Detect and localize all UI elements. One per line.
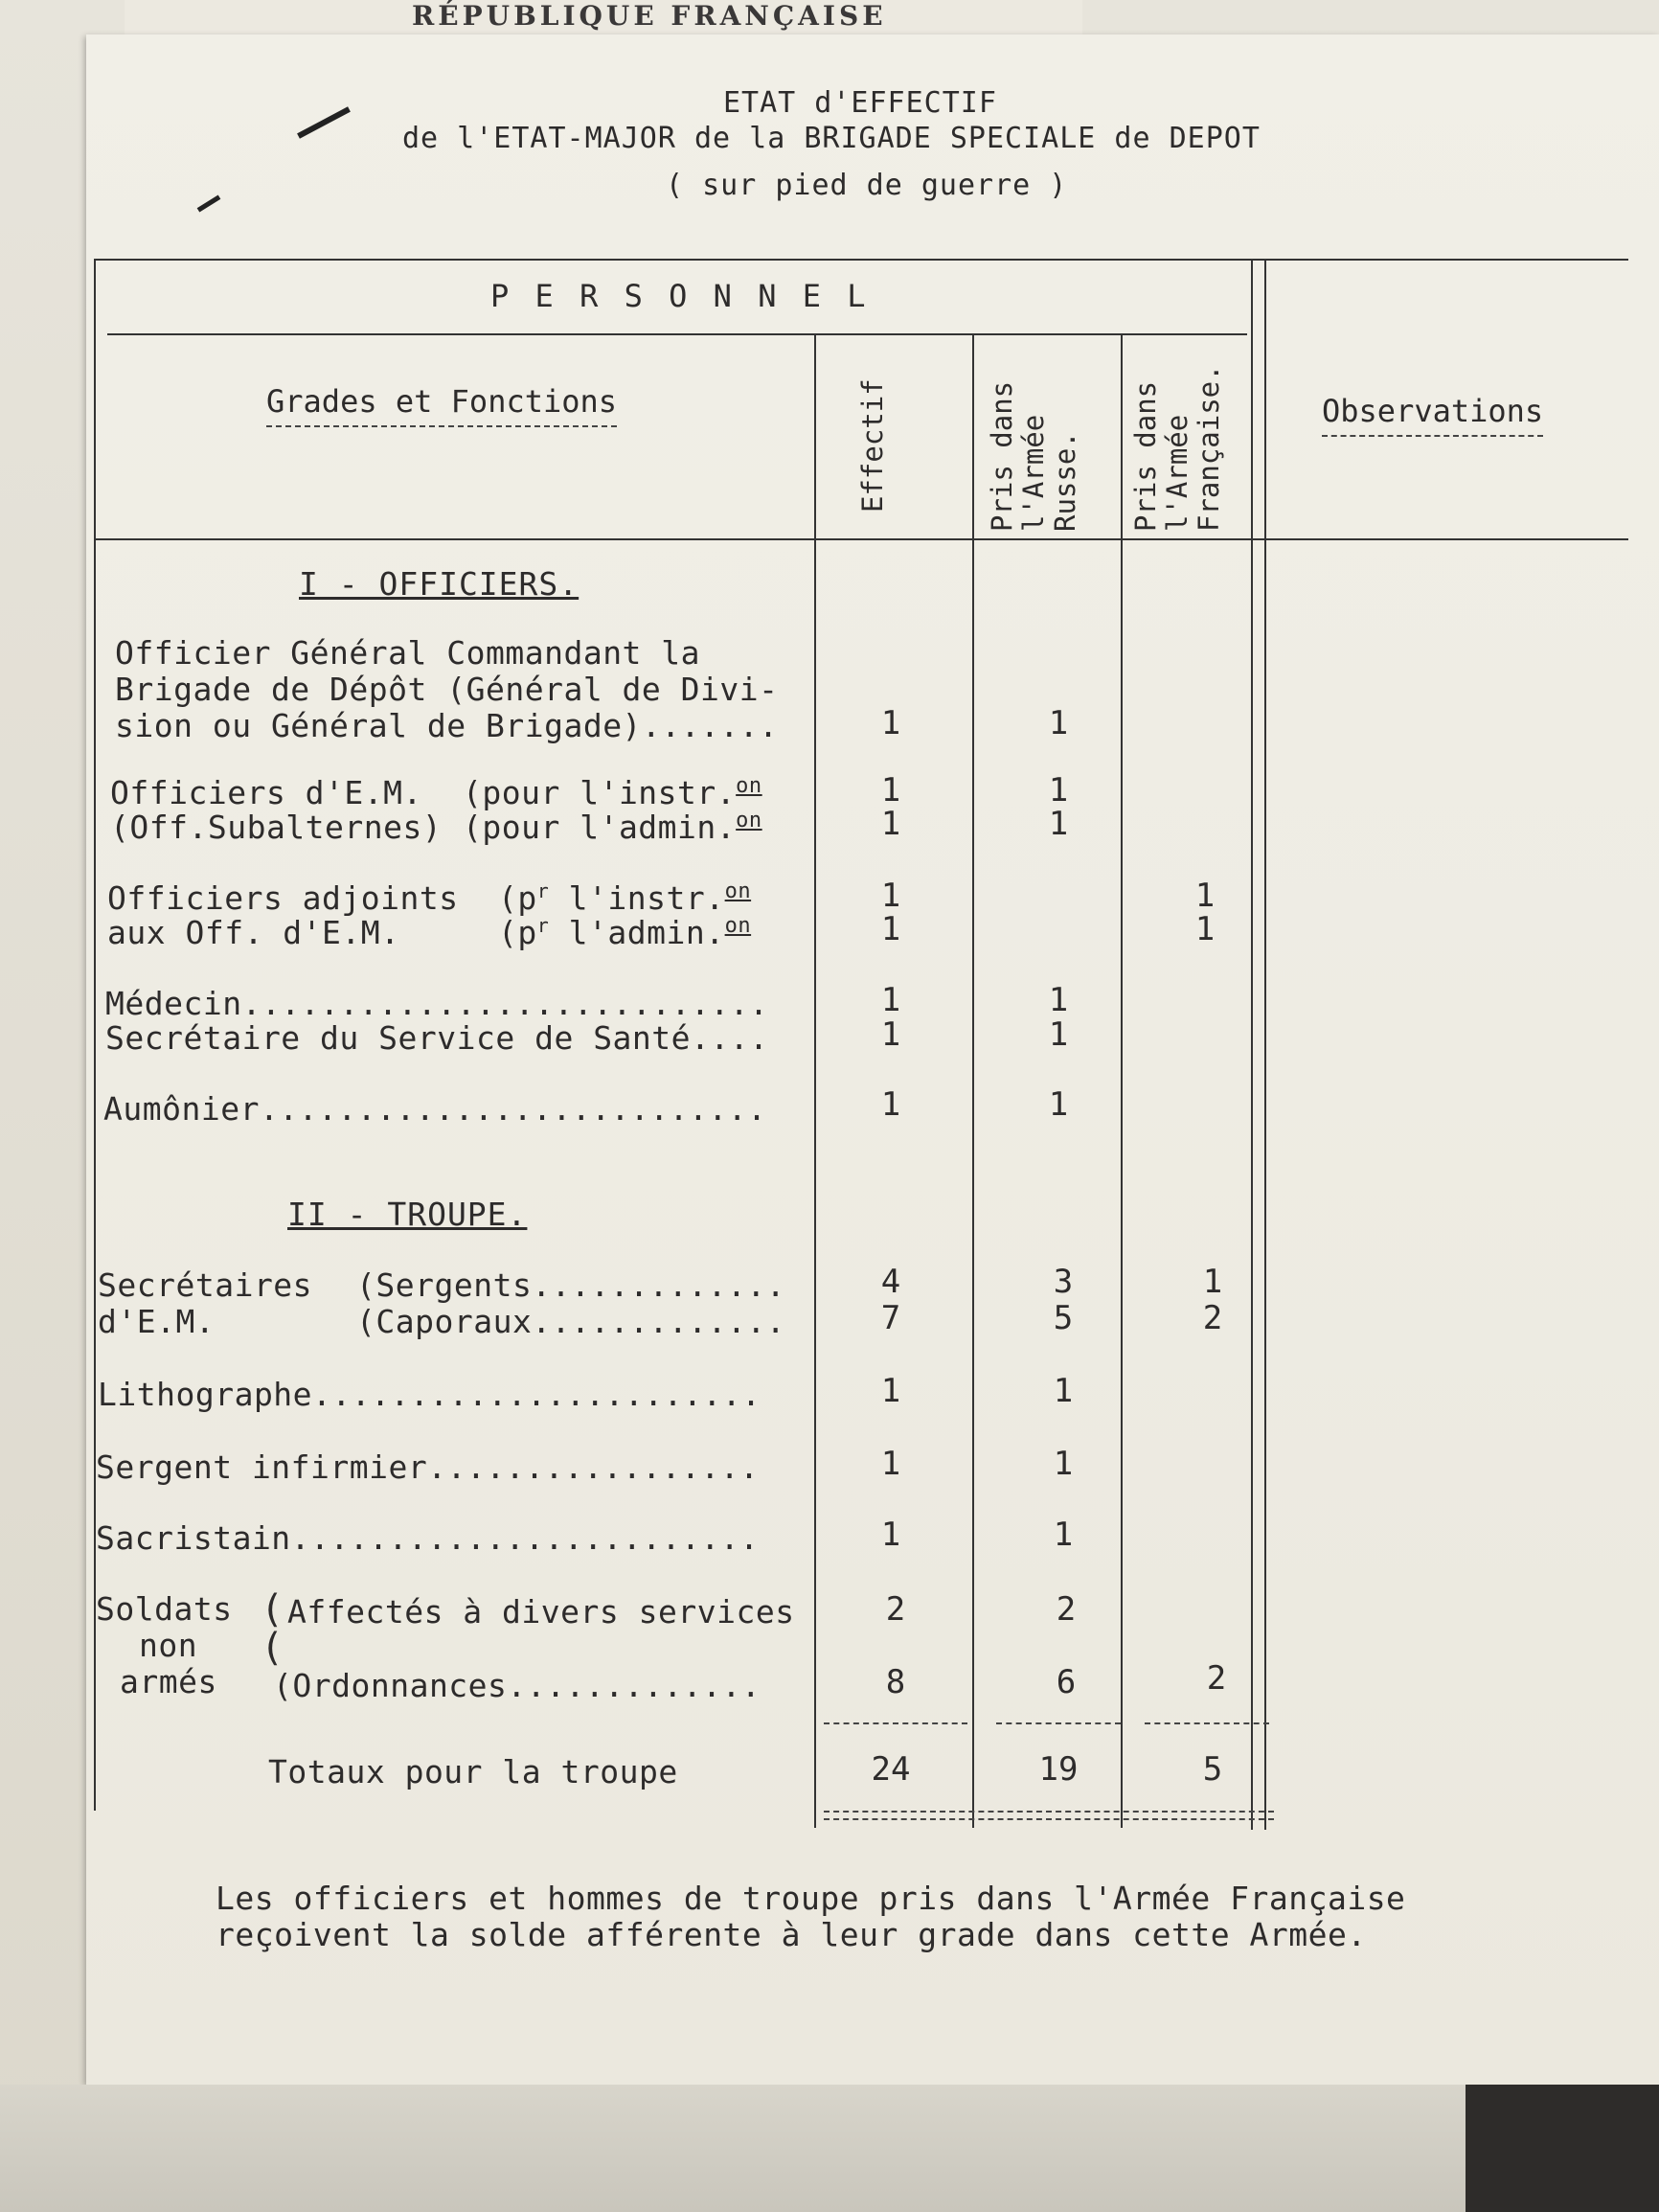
cell-russe: 2 [1056, 1590, 1077, 1629]
section-troupe: II - TROUPE. [287, 1196, 528, 1233]
row-off-em-right2-text: (pour l'admin. [463, 809, 737, 846]
superscript-on: on [736, 809, 762, 832]
row-medecin: Médecin........................... [105, 985, 769, 1022]
row-off-adj-right2-a: (p [498, 914, 537, 951]
footnote-line2: reçoivent la solde afférente à leur grade dans cette Armée. [216, 1916, 1367, 1953]
cell-effectif: 1 [880, 1516, 901, 1554]
col-header-francaise [1130, 364, 1225, 532]
cell-effectif: 1 [880, 805, 901, 843]
cell-effectif: 1 [880, 981, 901, 1019]
row-totaux-label: Totaux pour la troupe [268, 1753, 678, 1790]
cell-effectif: 1 [880, 1372, 901, 1410]
personnel-header-divider [107, 333, 1247, 335]
row-secretaire-sante: Secrétaire du Service de Santé.... [105, 1019, 769, 1057]
superscript-on: on [736, 774, 762, 798]
cell-effectif: 4 [880, 1263, 901, 1301]
row-secretaires-right1: (Sergents............. [356, 1266, 786, 1304]
doc-title-line2: de l'ETAT-MAJOR de la BRIGADE SPECIALE de DEPOT [402, 122, 1261, 155]
row-off-adj-left1: Officiers adjoints [107, 879, 459, 917]
cell-francaise: 1 [1202, 1263, 1223, 1301]
row-soldats-left2: non [139, 1627, 198, 1664]
row-secretaires-right2: (Caporaux............. [356, 1303, 786, 1340]
table-left-border [94, 259, 96, 1811]
observations-left-border [1264, 259, 1266, 1830]
row-soldats-left1: Soldats [96, 1590, 233, 1628]
total-divider [824, 1722, 967, 1724]
personnel-group-header: P E R S O N N E L [490, 278, 870, 314]
cell-russe: 1 [1053, 1372, 1074, 1410]
cell-francaise: 2 [1206, 1659, 1227, 1698]
row-off-adj-right1 [498, 879, 751, 917]
row-off-em-right1-text: (pour l'instr. [463, 774, 737, 811]
personnel-right-border [1251, 259, 1253, 1830]
cell-effectif: 1 [880, 1015, 901, 1054]
cell-russe: 1 [1053, 1516, 1074, 1554]
col-header-observations: Observations [1322, 393, 1543, 437]
cell-russe: 1 [1048, 771, 1069, 810]
row-off-adj-right2 [498, 914, 751, 951]
total-francaise: 5 [1202, 1750, 1223, 1789]
cell-effectif: 1 [880, 771, 901, 810]
col-divider-francaise [1121, 333, 1123, 1828]
row-sergent-infirmier: Sergent infirmier................. [96, 1448, 760, 1486]
row-off-em-left2: (Off.Subalternes) [110, 809, 443, 846]
cell-russe: 1 [1048, 1085, 1069, 1124]
table-top-border [94, 259, 1628, 261]
desk-shadow [1466, 2085, 1659, 2212]
total-double-rule [824, 1818, 1274, 1820]
doc-title-line3: ( sur pied de guerre ) [666, 169, 1068, 202]
col-header-francaise-l1: Pris dans [1129, 380, 1162, 532]
cell-effectif: 2 [885, 1590, 906, 1629]
footnote-line1: Les officiers et hommes de troupe pris dans l'Armée Française [216, 1880, 1406, 1917]
doc-title-line1: ETAT d'EFFECTIF [723, 86, 997, 120]
cell-russe: 5 [1053, 1299, 1074, 1337]
superscript-on: on [724, 914, 752, 938]
row-off-em-right1 [463, 774, 762, 811]
row-sacristain: Sacristain........................ [96, 1519, 760, 1557]
cell-effectif: 8 [885, 1663, 906, 1701]
total-double-rule [824, 1811, 1274, 1813]
col-header-russe-l3: Russe. [1049, 431, 1081, 532]
cell-russe: 1 [1053, 1445, 1074, 1483]
cell-francaise: 1 [1194, 877, 1216, 915]
total-divider [996, 1722, 1121, 1724]
cell-effectif: 1 [880, 877, 901, 915]
total-divider [1145, 1722, 1269, 1724]
col-header-russe [987, 381, 1081, 532]
cell-effectif: 7 [880, 1299, 901, 1337]
col-header-grades: Grades et Fonctions [266, 383, 617, 427]
cell-effectif: 1 [880, 1445, 901, 1483]
header-bottom-border [94, 538, 1628, 540]
superscript-r: r [536, 914, 550, 937]
cell-francaise: 2 [1202, 1299, 1223, 1337]
row-off-adj-right1-b: l'instr. [549, 879, 725, 917]
cell-francaise: 1 [1194, 910, 1216, 948]
cell-russe: 1 [1048, 704, 1069, 742]
cell-russe: 1 [1048, 805, 1069, 843]
letterhead-strip [125, 0, 1082, 38]
row-secretaires-left2: d'E.M. [98, 1303, 216, 1340]
superscript-on: on [724, 879, 752, 903]
col-header-russe-l2: l'Armée [1017, 414, 1050, 532]
row-lithographe: Lithographe....................... [98, 1376, 761, 1413]
row-aumonier: Aumônier.......................... [103, 1090, 767, 1128]
brace-left: ( [261, 1626, 284, 1670]
row-soldats-left3: armés [120, 1663, 217, 1700]
cell-effectif: 1 [880, 910, 901, 948]
letterhead-text: RÉPUBLIQUE FRANÇAISE [412, 0, 887, 32]
row-soldats-right2: (Ordonnances............. [273, 1667, 761, 1704]
cell-effectif: 1 [880, 704, 901, 742]
cell-russe: 3 [1053, 1263, 1074, 1301]
cell-russe: 1 [1048, 1015, 1069, 1054]
brace-left: ( [261, 1587, 284, 1631]
col-header-effectif-text: Effectif [856, 378, 889, 513]
row-off-em-left1: Officiers d'E.M. [110, 774, 422, 811]
row-off-adj-left2: aux Off. d'E.M. [107, 914, 400, 951]
total-effectif: 24 [871, 1750, 911, 1789]
row-off-em-right2 [463, 809, 762, 846]
cell-effectif: 1 [880, 1085, 901, 1124]
cell-russe: 1 [1048, 981, 1069, 1019]
col-header-francaise-l3: Française. [1193, 364, 1225, 532]
row-general-line1: Officier Général Commandant la [115, 634, 701, 672]
row-general-line2: Brigade de Dépôt (Général de Divi- [115, 671, 779, 708]
cell-russe: 6 [1056, 1663, 1077, 1701]
col-header-effectif [857, 378, 889, 513]
total-russe: 19 [1038, 1750, 1079, 1789]
superscript-r: r [536, 879, 550, 902]
row-general-line3: sion ou Général de Brigade)....... [115, 707, 779, 744]
col-divider-effectif [814, 333, 816, 1828]
desk-surface [0, 2085, 1659, 2212]
row-soldats-right1: Affectés à divers services [287, 1593, 795, 1630]
col-header-francaise-l2: l'Armée [1161, 414, 1193, 532]
row-off-adj-right2-b: l'admin. [549, 914, 725, 951]
col-header-russe-l1: Pris dans [986, 380, 1018, 532]
section-officiers: I - OFFICIERS. [299, 565, 580, 603]
row-off-adj-right1-a: (p [498, 879, 537, 917]
row-secretaires-left1: Secrétaires [98, 1266, 313, 1304]
col-divider-russe [972, 333, 974, 1828]
